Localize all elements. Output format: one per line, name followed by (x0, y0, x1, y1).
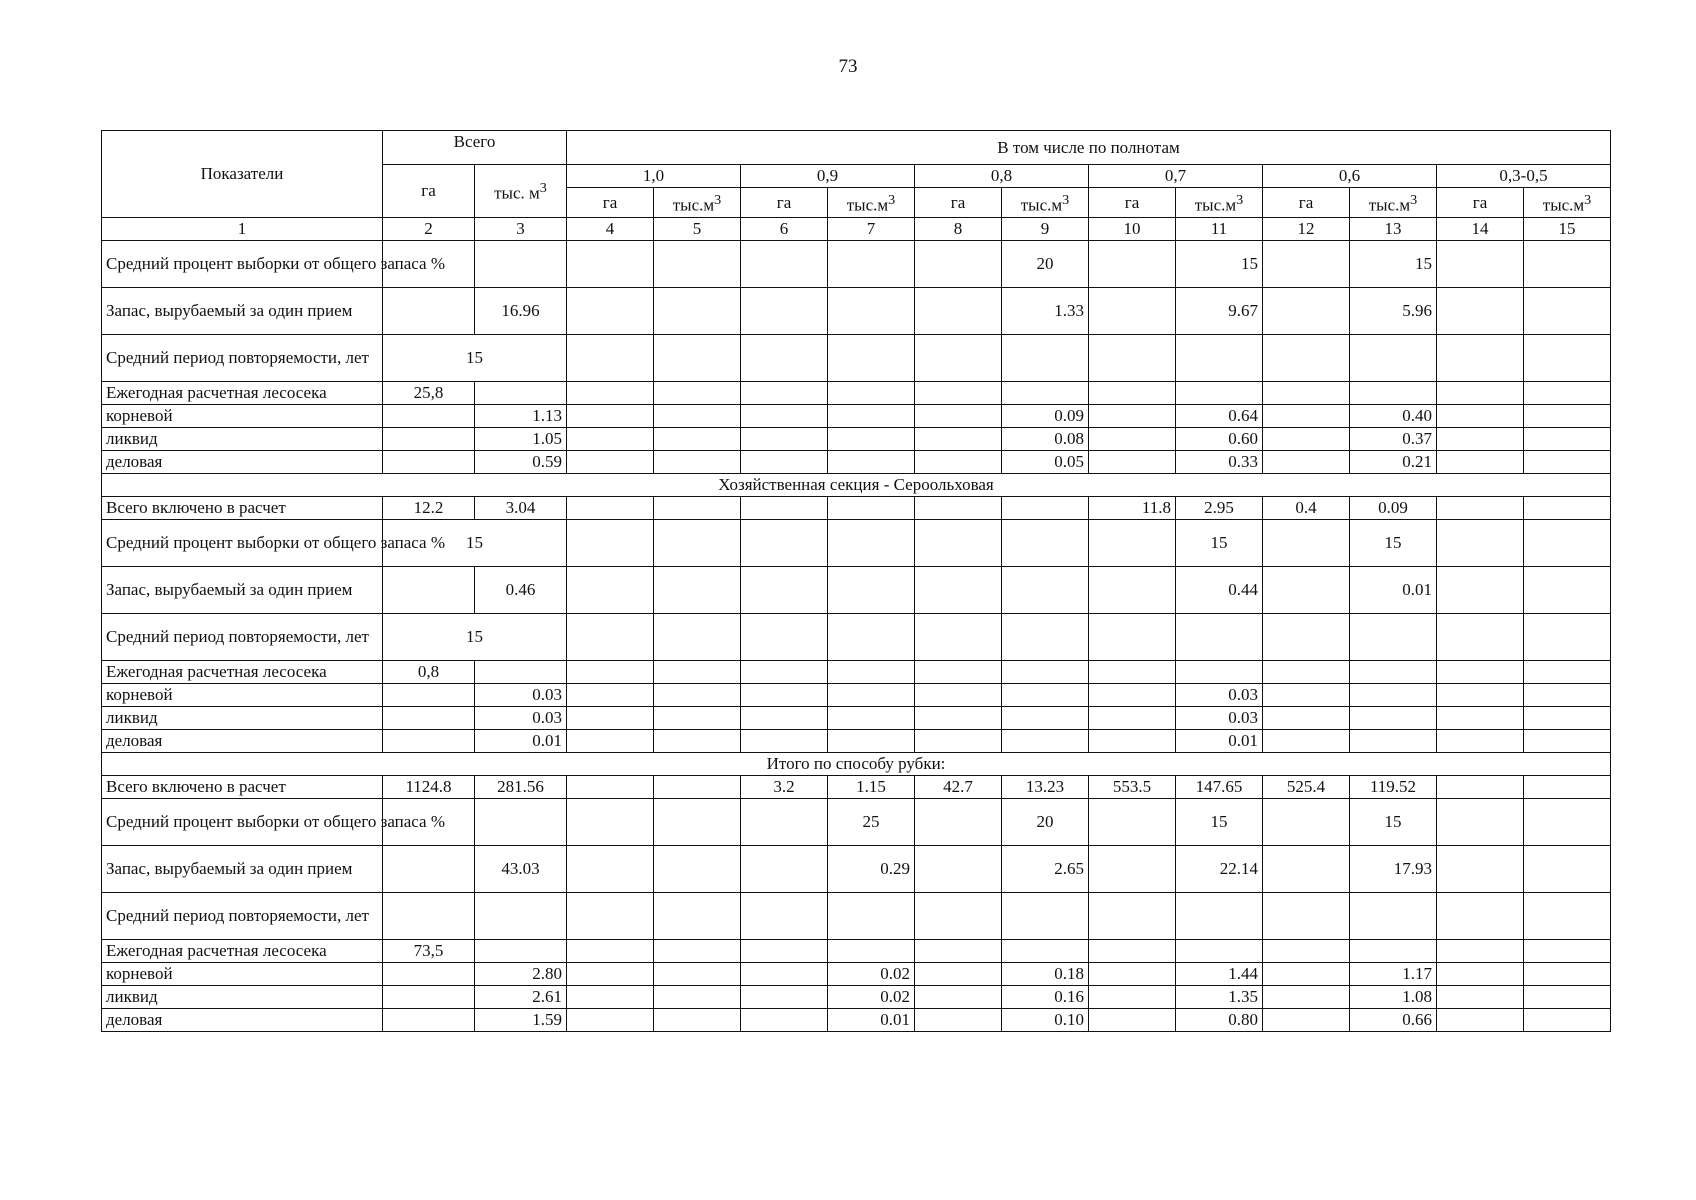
header-ha: га (1263, 188, 1350, 218)
header-total-volume: тыс. $м^3$ (475, 165, 567, 218)
cell-value: 15 (383, 335, 567, 382)
table-row (102, 567, 1611, 614)
column-numbers-row (102, 218, 1611, 241)
cell-value: 1.59 (475, 1009, 567, 1032)
cell-value: 5.96 (1350, 288, 1437, 335)
col-number: 11 (1176, 218, 1263, 241)
cell-value: 15 (383, 520, 567, 567)
row-label: Средний процент выборки от общего запаса % (102, 241, 383, 288)
table-row (102, 241, 1611, 288)
row-label: Запас, вырубаемый за один прием (102, 567, 383, 614)
cell-value: 0.64 (1176, 405, 1263, 428)
cell-value: 0.18 (1002, 963, 1089, 986)
section-title-total-method: Итого по способу рубки: (102, 753, 1611, 776)
cell-value: 0.10 (1002, 1009, 1089, 1032)
row-label: деловая (102, 730, 383, 753)
cell-value: 0.4 (1263, 497, 1350, 520)
col-number: 3 (475, 218, 567, 241)
header-volume: $тыс.м^3$ (1350, 188, 1437, 218)
col-number: 13 (1350, 218, 1437, 241)
cell-value: 0.40 (1350, 405, 1437, 428)
cell-value: 43.03 (475, 846, 567, 893)
cell-value: 1.13 (475, 405, 567, 428)
header-density-4: 0,7 (1089, 165, 1263, 188)
row-label: деловая (102, 451, 383, 474)
section-title-alder: Хозяйственная секция - Сероольховая (102, 474, 1611, 497)
cell-value: 15 (1176, 241, 1263, 288)
cell-value: 1.05 (475, 428, 567, 451)
row-label: корневой (102, 963, 383, 986)
cell-value: 1.33 (1002, 288, 1089, 335)
cell-value: 13.23 (1002, 776, 1089, 799)
cell-value: 0.02 (828, 963, 915, 986)
cell-value: 2.95 (1176, 497, 1263, 520)
cell-value: 1124.8 (383, 776, 475, 799)
cell-value: 0,8 (383, 661, 475, 684)
cell-value: 15 (1176, 520, 1263, 567)
header-indicator: Показатели (102, 131, 383, 218)
header-ha: га (741, 188, 828, 218)
row-label: Ежегодная расчетная лесосека (102, 382, 383, 405)
row-label: Средний период повторяемости, лет (102, 893, 383, 940)
col-number: 12 (1263, 218, 1350, 241)
cell-value: 3.2 (741, 776, 828, 799)
cell-value: 3.04 (475, 497, 567, 520)
cell-value: 42.7 (915, 776, 1002, 799)
cell-value: 73,5 (383, 940, 475, 963)
cell-value: 0.05 (1002, 451, 1089, 474)
cell-value: 15 (1350, 520, 1437, 567)
cell-value: 15 (1350, 241, 1437, 288)
col-number: 6 (741, 218, 828, 241)
cell-value: 25 (828, 799, 915, 846)
table-row (102, 405, 1611, 428)
table-row (102, 382, 1611, 405)
table-row (102, 520, 1611, 567)
row-label: корневой (102, 405, 383, 428)
header-volume: $тыс.м^3$ (828, 188, 915, 218)
cell-value: 15 (383, 614, 567, 661)
cell-value: 0.01 (1350, 567, 1437, 614)
header-volume: $тыс.м^3$ (654, 188, 741, 218)
row-label: ликвид (102, 986, 383, 1009)
header-density-3: 0,8 (915, 165, 1089, 188)
row-label: ликвид (102, 707, 383, 730)
header-volume: $тыс.м^3$ (1002, 188, 1089, 218)
cell-value: 0.44 (1176, 567, 1263, 614)
table-row (102, 614, 1611, 661)
cell-value: 15 (1350, 799, 1437, 846)
table-row (102, 661, 1611, 684)
cell-value: 0.21 (1350, 451, 1437, 474)
section-row (102, 753, 1611, 776)
cell-value: 1.17 (1350, 963, 1437, 986)
table-row (102, 335, 1611, 382)
cell-value: 2.80 (475, 963, 567, 986)
header-ha: га (915, 188, 1002, 218)
row-label: деловая (102, 1009, 383, 1032)
header-density-6: 0,3-0,5 (1437, 165, 1611, 188)
table-row (102, 288, 1611, 335)
cell-value: 0.01 (828, 1009, 915, 1032)
table-row (102, 451, 1611, 474)
cell-value: 11.8 (1089, 497, 1176, 520)
header-volume: $тыс.м^3$ (1524, 188, 1611, 218)
header-volume: $тыс.м^3$ (1176, 188, 1263, 218)
cell-value: 1.44 (1176, 963, 1263, 986)
col-number: 4 (567, 218, 654, 241)
cell-value: 0.09 (1002, 405, 1089, 428)
cell-value: 553.5 (1089, 776, 1176, 799)
col-number: 5 (654, 218, 741, 241)
cell-value: 2.61 (475, 986, 567, 1009)
col-number: 9 (1002, 218, 1089, 241)
table-row (102, 799, 1611, 846)
cell-value: 0.80 (1176, 1009, 1263, 1032)
cell-value: 0.33 (1176, 451, 1263, 474)
cell-value: 0.59 (475, 451, 567, 474)
header-ha: га (567, 188, 654, 218)
cell-value: 0.03 (1176, 707, 1263, 730)
cell-value: 0.01 (475, 730, 567, 753)
cell-value: 0.46 (475, 567, 567, 614)
table-row (102, 428, 1611, 451)
cell-value: 15 (1176, 799, 1263, 846)
table-row (102, 730, 1611, 753)
col-number: 7 (828, 218, 915, 241)
cell-value: 0.01 (1176, 730, 1263, 753)
cell-value: 1.08 (1350, 986, 1437, 1009)
header-by-density: В том числе по полнотам (567, 131, 1611, 165)
col-number: 15 (1524, 218, 1611, 241)
cell-value: 9.67 (1176, 288, 1263, 335)
cell-value: 1.35 (1176, 986, 1263, 1009)
felling-table (101, 130, 1611, 1032)
row-label: Всего включено в расчет (102, 776, 383, 799)
cell-value: 525.4 (1263, 776, 1350, 799)
table-row (102, 684, 1611, 707)
header-total: Всего (383, 131, 567, 165)
cell-value: 22.14 (1176, 846, 1263, 893)
table-row (102, 940, 1611, 963)
table-row (102, 846, 1611, 893)
row-label: Средний процент выборки от общего запаса % (102, 799, 383, 846)
header-density-2: 0,9 (741, 165, 915, 188)
row-label: Запас, вырубаемый за один прием (102, 846, 383, 893)
row-label: Запас, вырубаемый за один прием (102, 288, 383, 335)
cell-value: 0.03 (1176, 684, 1263, 707)
cell-value: 2.65 (1002, 846, 1089, 893)
col-number: 14 (1437, 218, 1524, 241)
page-number: 73 (838, 56, 858, 77)
cell-value: 17.93 (1350, 846, 1437, 893)
cell-value: 147.65 (1176, 776, 1263, 799)
cell-value: 0.66 (1350, 1009, 1437, 1032)
cell-value: 25,8 (383, 382, 475, 405)
row-label: Средний период повторяемости, лет (102, 335, 383, 382)
col-number: 8 (915, 218, 1002, 241)
col-number: 10 (1089, 218, 1176, 241)
row-label: Средний период повторяемости, лет (102, 614, 383, 661)
cell-value: 0.37 (1350, 428, 1437, 451)
cell-value: 0.29 (828, 846, 915, 893)
row-label: Ежегодная расчетная лесосека (102, 940, 383, 963)
table-row (102, 776, 1611, 799)
cell-value: 1.15 (828, 776, 915, 799)
table-row (102, 1009, 1611, 1032)
row-label: ликвид (102, 428, 383, 451)
table-body (102, 241, 1611, 1032)
table-row (102, 707, 1611, 730)
cell-value: 0.16 (1002, 986, 1089, 1009)
cell-value: 0.03 (475, 684, 567, 707)
cell-value: 0.60 (1176, 428, 1263, 451)
row-label: Средний процент выборки от общего запаса % (102, 520, 383, 567)
cell-value: 0.02 (828, 986, 915, 1009)
section-row (102, 474, 1611, 497)
cell-value: 20 (1002, 799, 1089, 846)
cell-value: 16.96 (475, 288, 567, 335)
row-label: корневой (102, 684, 383, 707)
header-ha: га (1437, 188, 1524, 218)
table-row (102, 893, 1611, 940)
table-header (102, 131, 1611, 241)
cell-value: 0.03 (475, 707, 567, 730)
table-row (102, 497, 1611, 520)
cell-value: 281.56 (475, 776, 567, 799)
cell-value: 12.2 (383, 497, 475, 520)
cell-value: 119.52 (1350, 776, 1437, 799)
cell-value: 20 (1002, 241, 1089, 288)
row-label: Всего включено в расчет (102, 497, 383, 520)
col-number: 2 (383, 218, 475, 241)
table-row (102, 986, 1611, 1009)
row-label: Ежегодная расчетная лесосека (102, 661, 383, 684)
table-row (102, 963, 1611, 986)
header-density-5: 0,6 (1263, 165, 1437, 188)
cell-value: 0.08 (1002, 428, 1089, 451)
header-density-1: 1,0 (567, 165, 741, 188)
col-number: 1 (102, 218, 383, 241)
cell-value: 0.09 (1350, 497, 1437, 520)
header-ha: га (1089, 188, 1176, 218)
header-total-ha: га (383, 165, 475, 218)
